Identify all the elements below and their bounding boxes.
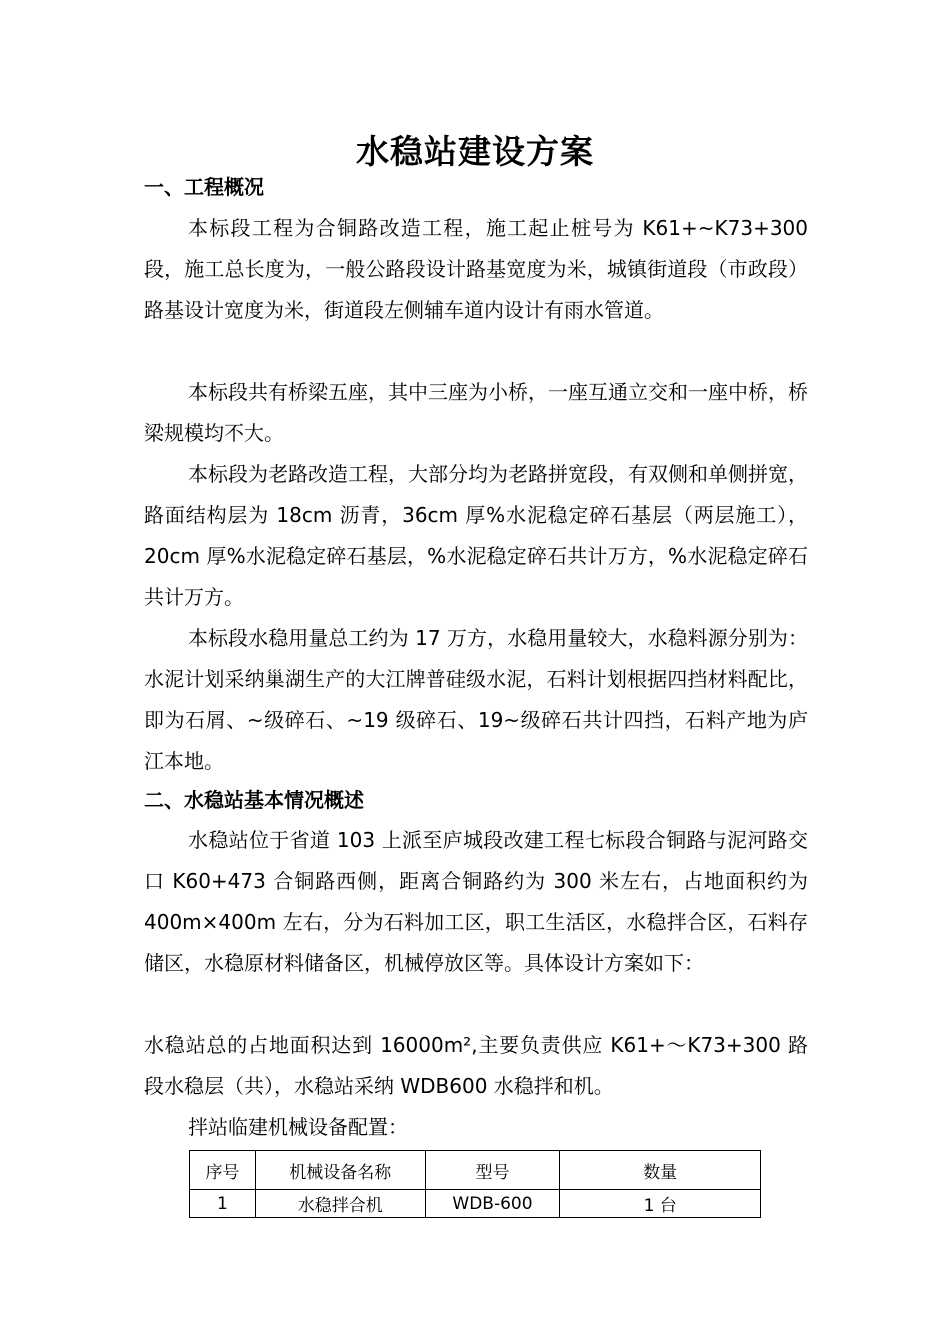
table-cell: 水稳拌合机	[255, 1190, 425, 1218]
table-cell: WDB-600	[425, 1190, 560, 1218]
table-header-cell: 序号	[190, 1151, 256, 1190]
section-heading-station-overview: 二、水稳站基本情况概述	[144, 788, 364, 812]
paragraph-bridges: 本标段共有桥梁五座，其中三座为小桥，一座互通立交和一座中桥，桥梁规模均不大。	[144, 380, 808, 445]
paragraph-material-sources: 本标段水稳用量总工约为 17 万方，水稳用量较大，水稳料源分别为：水泥计划采纳巢湖生产的大江牌普硅级水泥，石料计划根据四挡材料配比，即为石屑、~级碎石、~19 级碎石、19~级碎石共计四挡，石料产地为庐江本地。	[144, 626, 808, 773]
table-row	[190, 1190, 761, 1218]
paragraph-equipment-intro: 拌站临建机械设备配置：	[188, 1115, 408, 1139]
paragraph-pavement-structure: 本标段为老路改造工程，大部分均为老路拼宽段，有双侧和单侧拼宽，路面结构层为 18cm 沥青，36cm 厚%水泥稳定碎石基层（两层施工），20cm 厚%水泥稳定碎石基层，%水泥稳定碎石共计万方，%水泥稳定碎石共计万方。	[144, 462, 808, 609]
paragraph-project-scope: 本标段工程为合铜路改造工程，施工起止桩号为 K61+~K73+300 段，施工总长度为，一般公路段设计路基宽度为米，城镇街道段（市政段）路基设计宽度为米，街道段左侧辅车道内设计有雨水管道。	[144, 216, 808, 322]
section-heading-overview: 一、工程概况	[144, 175, 264, 199]
table-header-cell: 数量	[560, 1151, 761, 1190]
table-cell: 1 台	[560, 1190, 761, 1218]
document-title: 水稳站建设方案	[356, 132, 594, 171]
table-cell: 1	[190, 1190, 256, 1218]
paragraph-station-area: 水稳站总的占地面积达到 16000m²,主要负责供应 K61+～K73+300 路段水稳层（共），水稳站采纳 WDB600 水稳拌和机。	[144, 1033, 808, 1098]
table-header-cell: 型号	[425, 1151, 560, 1190]
paragraph-station-location: 水稳站位于省道 103 上派至庐城段改建工程七标段合铜路与泥河路交口 K60+473 合铜路西侧，距离合铜路约为 300 米左右，占地面积约为 400m×400m 左右，分为石料加工区，职工生活区，水稳拌合区，石料存储区，水稳原材料储备区，机械停放区等。具体设计方案如下：	[144, 828, 808, 975]
equipment-table	[189, 1150, 761, 1218]
table-header-row	[190, 1151, 761, 1190]
table-header-cell: 机械设备名称	[255, 1151, 425, 1190]
